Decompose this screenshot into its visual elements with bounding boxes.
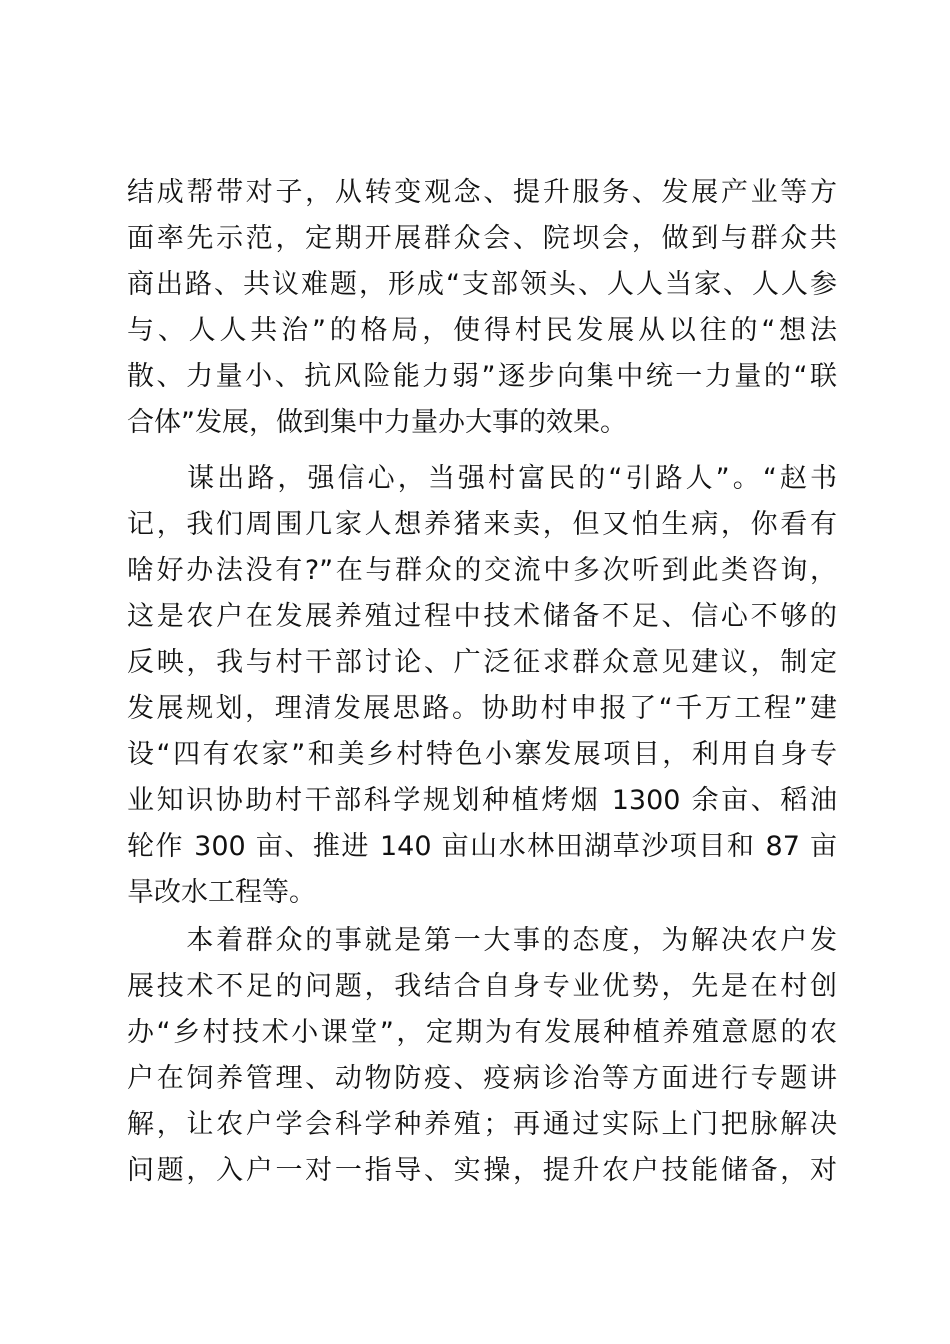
paragraph-line: 本着群众的事就是第一大事的态度，为解决农户发 <box>127 925 837 956</box>
paragraph-line: 轮作 300 亩、推进 140 亩山水林田湖草沙项目和 87 亩 <box>127 831 837 862</box>
paragraph-line: 反映，我与村干部讨论、广泛征求群众意见建议，制定 <box>127 647 837 678</box>
paragraph-line: 合体”发展，做到集中力量办大事的效果。 <box>127 407 627 438</box>
paragraph-line: 结成帮带对子，从转变观念、提升服务、发展产业等方 <box>127 177 837 208</box>
paragraph-line: 啥好办法没有?”在与群众的交流中多次听到此类咨询， <box>127 555 837 586</box>
paragraph-line: 散、力量小、抗风险能力弱”逐步向集中统一力量的“联 <box>127 361 837 392</box>
paragraph-line: 户在饲养管理、动物防疫、疫病诊治等方面进行专题讲 <box>127 1063 837 1094</box>
paragraph-line: 解，让农户学会科学种养殖；再通过实际上门把脉解决 <box>127 1109 837 1140</box>
paragraph-line: 展技术不足的问题，我结合自身专业优势，先是在村创 <box>127 971 837 1002</box>
paragraph-line: 设“四有农家”和美乡村特色小寨发展项目，利用自身专 <box>127 739 837 770</box>
paragraph-line: 谋出路，强信心，当强村富民的“引路人”。“赵书 <box>127 463 837 494</box>
paragraph-2 <box>127 456 837 916</box>
paragraph-line: 与、人人共治”的格局，使得村民发展从以往的“想法 <box>127 315 837 346</box>
paragraph-line: 商出路、共议难题，形成“支部领头、人人当家、人人参 <box>127 269 837 300</box>
paragraph-line: 业知识协助村干部科学规划种植烤烟 1300 余亩、稻油 <box>127 785 837 816</box>
paragraph-line: 旱改水工程等。 <box>127 877 316 908</box>
paragraph-line: 这是农户在发展养殖过程中技术储备不足、信心不够的 <box>127 601 837 632</box>
paragraph-line: 问题，入户一对一指导、实操，提升农户技能储备，对 <box>127 1155 837 1186</box>
paragraph-1 <box>127 170 837 446</box>
paragraph-3 <box>127 918 837 1194</box>
paragraph-line: 办“乡村技术小课堂”，定期为有发展种植养殖意愿的农 <box>127 1017 837 1048</box>
paragraph-line: 面率先示范，定期开展群众会、院坝会，做到与群众共 <box>127 223 837 254</box>
paragraph-line: 发展规划，理清发展思路。协助村申报了“千万工程”建 <box>127 693 837 724</box>
paragraph-line: 记，我们周围几家人想养猪来卖，但又怕生病，你看有 <box>127 509 837 540</box>
